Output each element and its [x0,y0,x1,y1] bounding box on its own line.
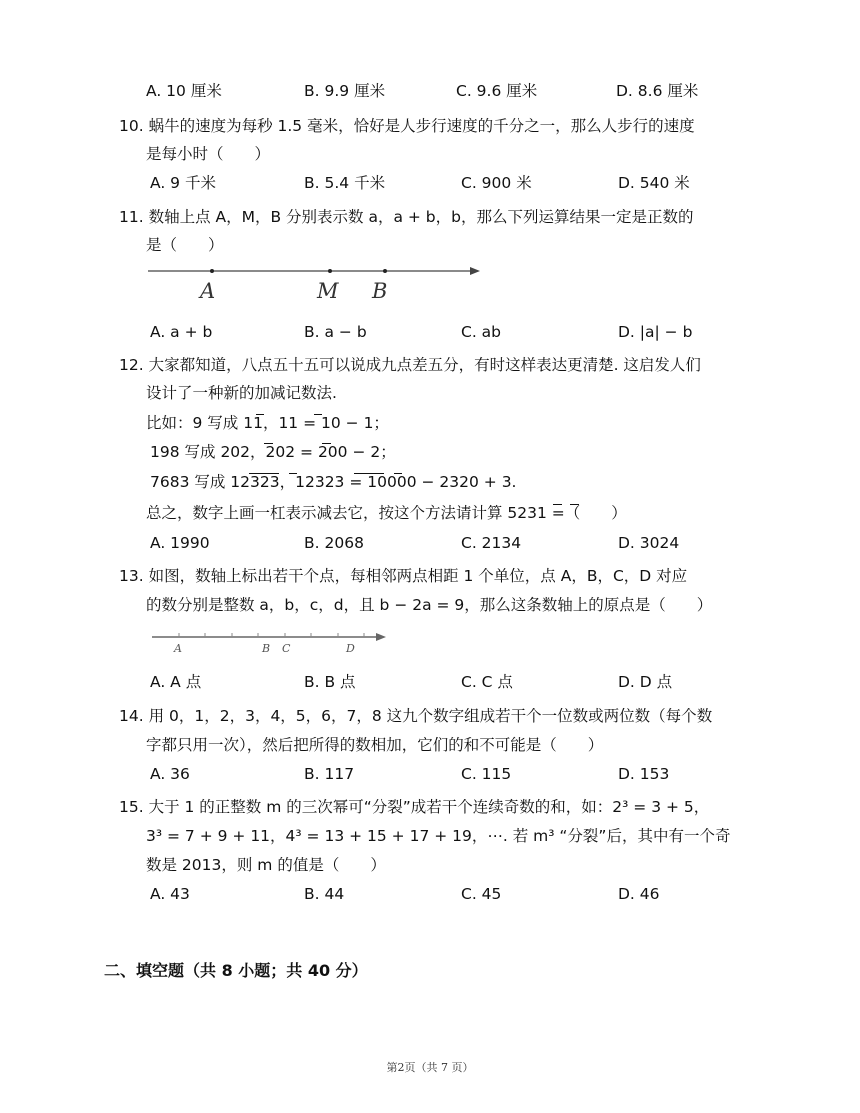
q13-label-a: A [174,642,182,655]
q13-option-a: A. A 点 [150,673,202,691]
q10-option-c: C. 900 米 [461,174,532,192]
q13-text-line2: 的数分别是整数 a，b，c，d，且 b − 2a = 9，那么这条数轴上的原点是（ ） [146,596,713,614]
q11-label-m: M [317,279,339,303]
q14-option-d: D. 153 [618,765,670,783]
point-b-dot [383,269,387,273]
q12-option-d: D. 3024 [618,534,680,552]
q10-option-b: B. 5.4 千米 [304,174,386,192]
overbar-mark [322,443,331,444]
point-m-dot [328,269,332,273]
overbar-mark [394,473,402,474]
q13-option-b: B. B 点 [304,673,356,691]
q14-option-a: A. 36 [150,765,190,783]
arrow-icon [470,267,480,275]
q11-label-b: B [372,279,388,303]
overbar-mark [314,414,322,415]
overbar-mark [256,414,264,415]
q12-option-a: A. 1990 [150,534,210,552]
section-heading: 二、填空题（共 8 小题；共 40 分） [104,961,368,980]
q15-text-line3: 数是 2013，则 m 的值是（ ） [146,856,386,874]
q11-text-line1: 11. 数轴上点 A，M，B 分别表示数 a，a + b，b，那么下列运算结果一定是正数的 [119,208,694,226]
overbar-mark [249,473,279,474]
q11-option-b: B. a − b [304,323,367,341]
q9-option-d: D. 8.6 厘米 [616,82,699,100]
q11-label-a: A [200,279,216,303]
q13-label-b: B [262,642,271,655]
overbar-mark [553,504,562,505]
q13-option-d: D. D 点 [618,673,673,691]
point-a-dot [210,269,214,273]
q14-option-c: C. 115 [461,765,512,783]
q14-text-line1: 14. 用 0，1，2，3，4，5，6，7，8 这九个数字组成若干个一位数或两位数（每个数 [119,707,713,725]
q12-text-line1: 12. 大家都知道，八点五十五可以说成九点差五分，有时这样表达更清楚. 这启发人们 [119,356,701,374]
q12-text-line6: 总之，数字上画一杠表示减去它，按这个方法请计算 5231 =（ ） [146,504,627,522]
q15-option-d: D. 46 [618,885,660,903]
q13-option-c: C. C 点 [461,673,513,691]
overbar-mark [570,504,579,505]
q15-option-a: A. 43 [150,885,190,903]
overbar-mark [264,443,273,444]
q12-text-line3: 比如：9 写成 11，11 = 10 − 1； [146,414,389,432]
q13-text-line1: 13. 如图，数轴上标出若干个点，每相邻两点相距 1 个单位，点 A，B，C，D 对应 [119,567,688,585]
page-footer: 第2页（共 7 页） [386,1061,474,1074]
arrow-icon [376,633,386,641]
q15-option-b: B. 44 [304,885,345,903]
q12-text-line2: 设计了一种新的加减记数法. [146,384,337,402]
q10-text-line2: 是每小时（ ） [146,145,271,163]
q12-text-line5: 7683 写成 12323，12323 = 10000 − 2320 + 3. [150,473,517,491]
q11-option-d: D. |a| − b [618,323,693,341]
q9-option-b: B. 9.9 厘米 [304,82,386,100]
q15-text-line2: 3³ = 7 + 9 + 11，4³ = 13 + 15 + 17 + 19，⋯. 若 m³ “分裂”后，其中有一个奇 [146,827,731,845]
q11-text-line2: 是（ ） [146,236,224,254]
q11-option-a: A. a + b [150,323,213,341]
q10-option-a: A. 9 千米 [150,174,216,192]
q11-option-c: C. ab [461,323,502,341]
overbar-mark [289,473,297,474]
q15-text-line1: 15. 大于 1 的正整数 m 的三次幂可“分裂”成若干个连续奇数的和，如：2³ = 3 + 5， [119,798,710,816]
q11-number-line-figure [146,260,486,304]
q12-option-b: B. 2068 [304,534,364,552]
q13-number-line-figure [150,628,395,658]
q14-option-b: B. 117 [304,765,355,783]
q9-option-c: C. 9.6 厘米 [456,82,538,100]
q9-option-a: A. 10 厘米 [146,82,222,100]
q13-label-d: D [346,642,355,655]
q15-option-c: C. 45 [461,885,502,903]
overbar-mark [354,473,384,474]
q14-text-line2: 字都只用一次），然后把所得的数相加，它们的和不可能是（ ） [146,736,604,754]
q10-option-d: D. 540 米 [618,174,690,192]
q10-text-line1: 10. 蜗牛的速度为每秒 1.5 毫米，恰好是人步行速度的千分之一，那么人步行的速度 [119,117,695,135]
q13-label-c: C [282,642,291,655]
q12-text-line4: 198 写成 202，202 = 200 − 2； [150,443,396,461]
q12-option-c: C. 2134 [461,534,522,552]
